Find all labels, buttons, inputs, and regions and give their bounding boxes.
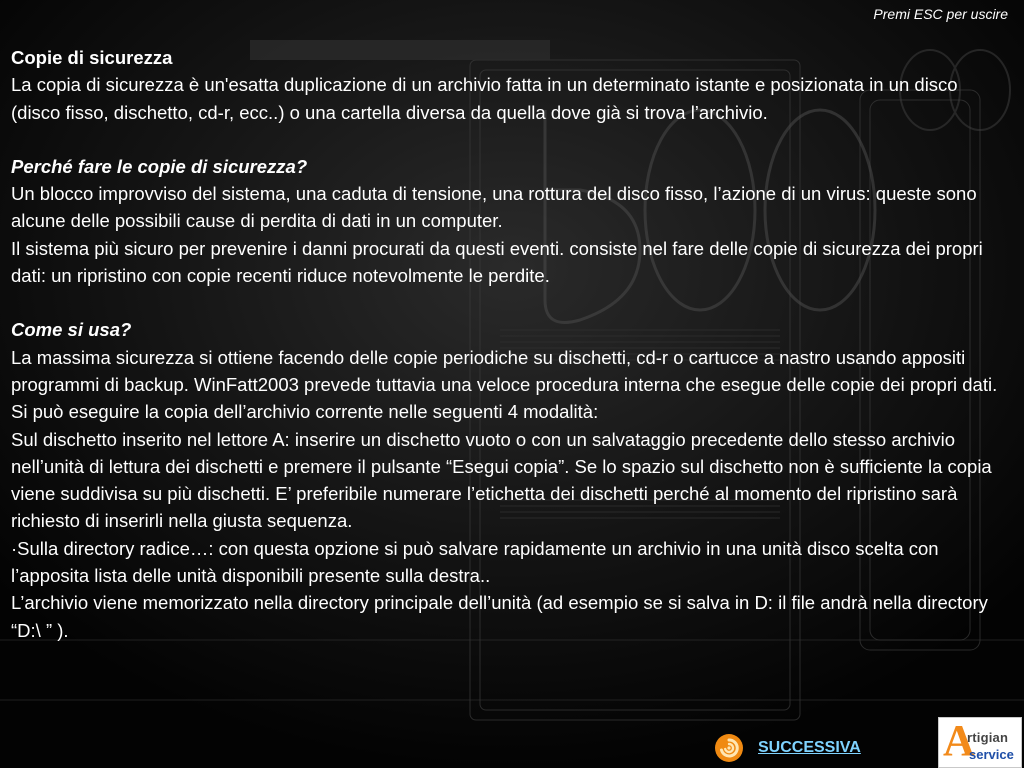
help-content <box>11 44 1011 644</box>
section-paragraph-how-3: Sul dischetto inserito nel lettore A: inserire un dischetto vuoto o con un salvataggio precedente dello stesso archivio nell’unità di lettura dei dischetti e premere il pulsante “Esegui copia”. Se lo spazio sul dischetto non è sufficiente la copia viene suddivisa su più dischetti. E’ preferibile numerare l’etichetta dei dischetti perché al momento del ripristino sarà richiesto di inserirli nella giusta sequenza. <box>11 428 992 532</box>
section-paragraph-how-4: ·Sulla directory radice…: con questa opzione si può salvare rapidamente un archivio in una unità disco scelta con l’apposita lista delle unità disponibili presente sulla destra.. <box>11 537 939 587</box>
spiral-arrow-icon[interactable] <box>714 733 744 763</box>
logo-text-top: rtigian <box>967 730 1009 745</box>
next-button-label[interactable]: SUCCESSIVA <box>758 739 861 756</box>
section-paragraph-why-1: Un blocco improvviso del sistema, una caduta di tensione, una rottura del disco fisso, l’azione di un virus: queste sono alcune delle possibili cause di perdita di dati in un computer. <box>11 183 977 232</box>
section-title-backup: Copie di sicurezza <box>11 47 173 68</box>
exit-hint: Premi ESC per uscire <box>873 6 1008 22</box>
section-body-backup: La copia di sicurezza è un'esatta duplicazione di un archivio fatta in un determinato istante e posizionata in un disco (disco fisso, dischetto, cd-r, ecc..) o una cartella diversa da quella dove già si trova l’archivio. <box>11 74 958 123</box>
next-page-link[interactable] <box>714 733 861 763</box>
section-title-why: Perché fare le copie di sicurezza? <box>11 155 308 177</box>
logo-text-bottom: service <box>969 747 1014 762</box>
section-paragraph-how-1: La massima sicurezza si ottiene facendo delle copie periodiche su dischetti, cd-r o cartucce a nastro usando appositi programmi di backup. WinFatt2003 prevede tuttavia una veloce procedura interna che esegue delle copie dei propri dati. <box>11 346 998 395</box>
section-title-how: Come si usa? <box>11 319 132 341</box>
artigian-service-logo <box>938 717 1022 768</box>
spacer <box>11 126 1011 153</box>
section-paragraph-why-2: Il sistema più sicuro per prevenire i danni procurati da questi eventi. consiste nel fare delle copie di sicurezza dei propri dati: un ripristino con copie recenti riduce notevolmente le perdite. <box>11 237 983 287</box>
logo-letter: A <box>943 716 975 765</box>
section-paragraph-how-2: Si può eseguire la copia dell’archivio corrente nelle seguenti 4 modalità: <box>11 401 599 423</box>
section-paragraph-how-5: L’archivio viene memorizzato nella directory principale dell’unità (ad esempio se si salva in D: il file andrà nella directory “D:\ ” ). <box>11 592 988 641</box>
spacer <box>11 289 1011 316</box>
